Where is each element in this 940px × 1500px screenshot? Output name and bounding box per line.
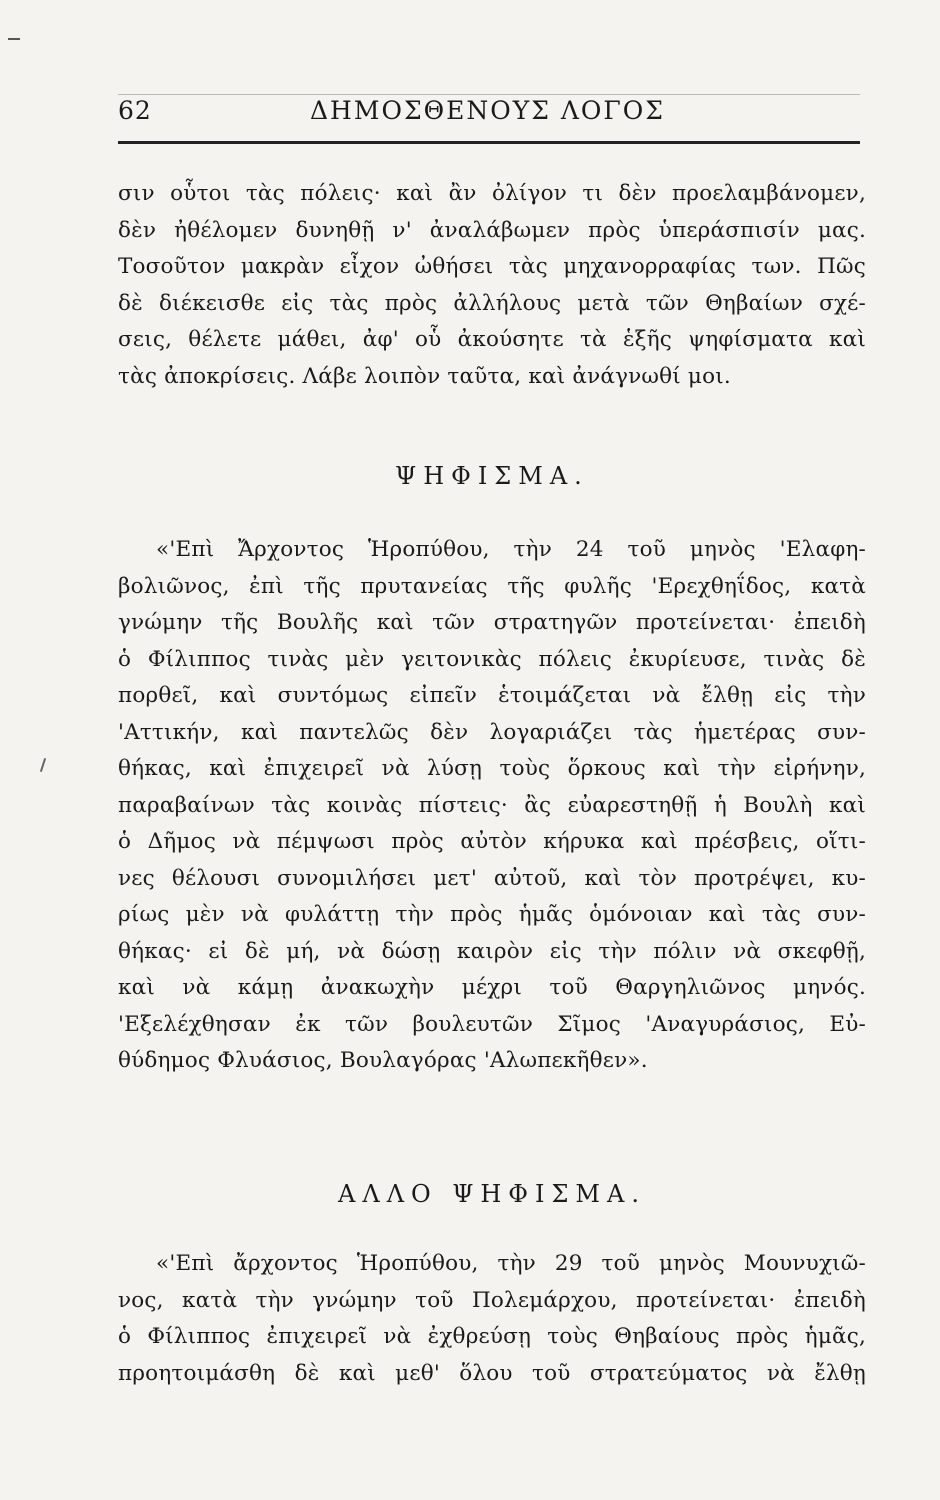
paragraph-3 <box>118 1246 866 1392</box>
text-line: ρίως μὲν νὰ φυλάττῃ τὴν πρὸς ἡμᾶς ὁμόνοιαν καὶ τὰς συν- <box>118 902 866 927</box>
text-line: σεις, θέλετε μάθει, ἀφ' οὗ ἀκούσητε τὰ ἑξῆς ψηφίσματα καὶ <box>118 327 866 352</box>
text-line: θήκας, καὶ ἐπιχειρεῖ νὰ λύσῃ τοὺς ὅρκους καὶ τὴν εἰρήνην, <box>118 756 866 781</box>
text-line: θήκας· εἰ δὲ μή, νὰ δώσῃ καιρὸν εἰς τὴν πόλιν νὰ σκεφθῇ, <box>118 938 866 964</box>
text-line: σιν οὗτοι τὰς πόλεις· καὶ ἂν ὀλίγον τι δὲν προελαμβάνομεν, <box>118 181 866 206</box>
text-line: 'Αττικήν, καὶ παντελῶς δὲν λογαριάζει τὰς ἡμετέρας συν- <box>118 719 866 745</box>
page-number: 62 <box>118 96 152 125</box>
text-line: καὶ νὰ κάμῃ ἀνακωχὴν μέχρι τοῦ Θαργηλιῶνος μηνός. <box>118 975 866 1000</box>
text-line: ὁ Φίλιππος ἐπιχειρεῖ νὰ ἐχθρεύσῃ τοὺς Θηβαίους πρὸς ἡμᾶς, <box>118 1324 866 1349</box>
running-head: ΔΗΜΟΣΘΕΝΟΥΣ ΛΟΓΟΣ <box>310 96 665 125</box>
page-header <box>118 96 860 136</box>
text-line: ὁ Δῆμος νὰ πέμψωσι πρὸς αὐτὸν κήρυκα καὶ πρέσβεις, οἵτι- <box>118 829 866 854</box>
paragraph-2 <box>118 532 866 1080</box>
text-line: προητοιμάσθη δὲ καὶ μεθ' ὅλου τοῦ στρατεύματος νὰ ἔλθῃ <box>118 1360 866 1386</box>
top-rule <box>118 94 860 95</box>
edge-mark <box>8 38 20 40</box>
text-line: θύδημος Φλυάσιος, Βουλαγόρας 'Αλωπεκῆθεν». <box>118 1048 648 1073</box>
text-line: βολιῶνος, ἐπὶ τῆς πρυτανείας τῆς φυλῆς 'Ερεχθηΐδος, κατὰ <box>118 573 866 599</box>
text-line: «'Επὶ ἄρχοντος Ἡροπύθου, τὴν 29 τοῦ μηνὸς Μουνυχιῶ- <box>156 1251 866 1276</box>
text-line: δὲν ἠθέλομεν δυνηθῇ ν' ἀναλάβωμεν πρὸς ὑπεράσπισίν μας. <box>118 217 866 243</box>
text-line: παραβαίνων τὰς κοινὰς πίστεις· ἂς εὐαρεστηθῇ ἡ Βουλὴ καὶ <box>118 792 866 818</box>
text-line: ὁ Φίλιππος τινὰς μὲν γειτονικὰς πόλεις ἐκυρίευσε, τινὰς δὲ <box>118 646 866 672</box>
text-line: γνώμην τῆς Βουλῆς καὶ τῶν στρατηγῶν προτείνεται· ἐπειδὴ <box>118 610 866 635</box>
margin-mark <box>40 758 46 772</box>
text-line: δὲ διέκεισθε εἰς τὰς πρὸς ἀλλήλους μετὰ τῶν Θηβαίων σχέ- <box>118 290 866 316</box>
text-line: τὰς ἀποκρίσεις. Λάβε λοιπὸν ταῦτα, καὶ ἀνάγνωθί μοι. <box>118 363 731 389</box>
header-rule <box>118 141 860 144</box>
text-line: «'Επὶ Ἄρχοντος Ἡροπύθου, τὴν 24 τοῦ μηνὸς 'Ελαφη- <box>156 537 866 562</box>
text-line: 'Εξελέχθησαν ἐκ τῶν βουλευτῶν Σῖμος 'Αναγυράσιος, Εὐ- <box>118 1011 866 1037</box>
text-line: πορθεῖ, καὶ συντόμως εἰπεῖν ἑτοιμάζεται νὰ ἔλθῃ εἰς τὴν <box>118 683 866 708</box>
text-line: νος, κατὰ τὴν γνώμην τοῦ Πολεμάρχου, προτείνεται· ἐπειδὴ <box>118 1287 866 1313</box>
section-heading-2: ΑΛΛΟ ΨΗΦΙΣΜΑ. <box>338 1180 646 1208</box>
section-heading-1: ΨΗΦΙΣΜΑ. <box>395 462 589 490</box>
paragraph-1 <box>118 176 866 395</box>
text-line: Τοσοῦτον μακρὰν εἶχον ὠθήσει τὰς μηχανορραφίας των. Πῶς <box>118 254 866 279</box>
text-line: νες θέλουσι συνομιλήσει μετ' αὐτοῦ, καὶ τὸν προτρέψει, κυ- <box>118 865 866 891</box>
